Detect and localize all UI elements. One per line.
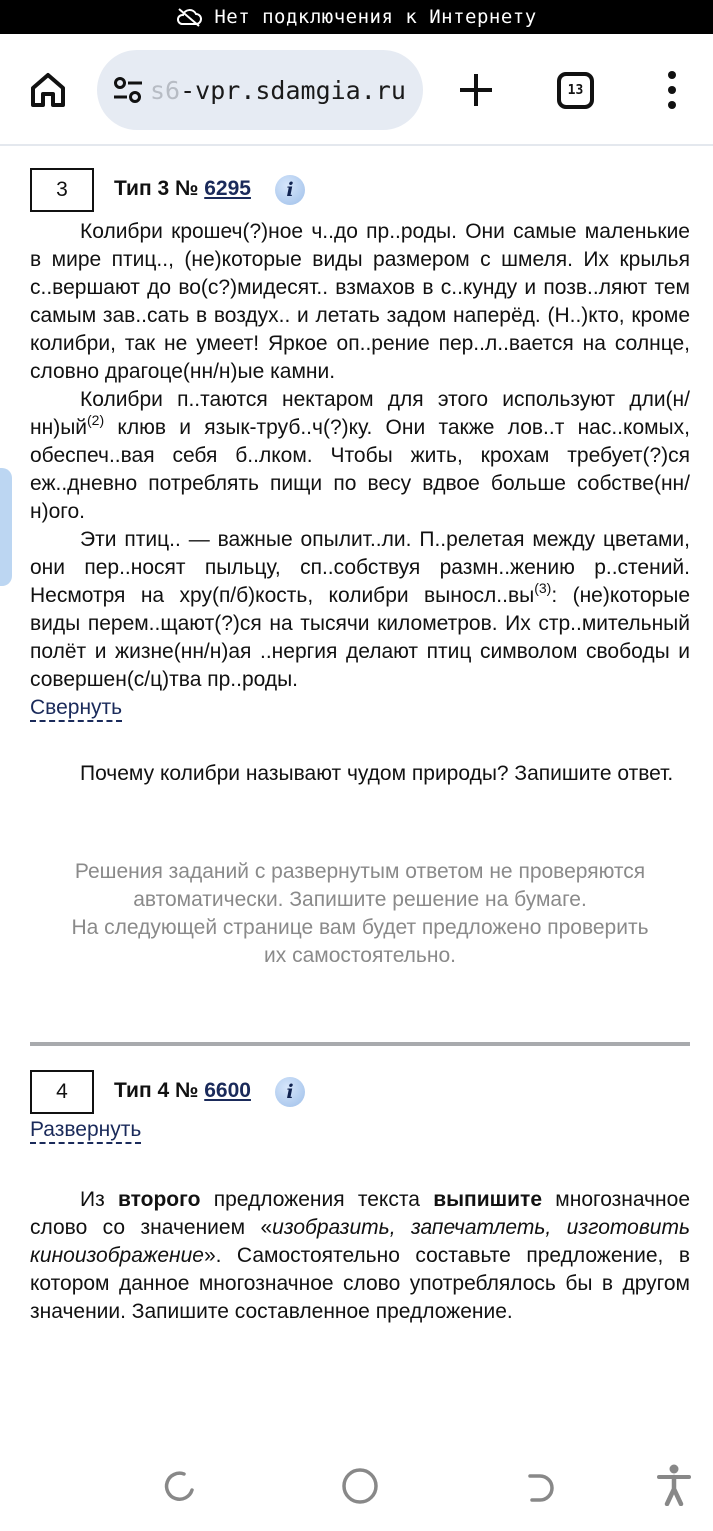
paragraph-part: Колибри п..таются нектаром для этого используют дли(н/нн)ый [30,388,690,439]
system-nav-bar [0,1442,713,1531]
note-line: На следующей странице вам будет предложено проверить их самостоятельно. [71,916,649,967]
task-number: 3 [56,178,68,201]
address-bar[interactable] [97,50,423,130]
task-number: 4 [56,1080,68,1103]
paragraph-part: : (не)которые виды перем..щают(?)ся на тысячи километров. Их стр..мительный полёт и жизне(нн/н)ая ..нергия делают птиц символом свободы и совершен(с/ц)тва пр..роды. [30,584,690,691]
info-glyph: i [286,179,294,201]
question-part: ». Самостоятельно составьте предложение, в котором данное многозначное слово употреблялось бы в другом значении. Запишите составленное предложение. [30,1244,690,1323]
auto-check-note [30,858,690,970]
task-question: Почему колибри называют чудом природы? Запишите ответ. [80,762,674,785]
question-part: Из [80,1188,119,1211]
task-number-box [30,1070,94,1114]
home-circle-icon[interactable] [340,1466,380,1506]
tune-icon[interactable] [112,75,144,105]
task-type: Тип 3 № [114,177,199,200]
task-title [114,1079,251,1103]
task-4-header [30,1070,690,1114]
recents-icon[interactable] [522,1468,558,1504]
info-icon[interactable] [275,175,305,205]
page-content [30,146,690,1326]
browser-toolbar [0,34,713,146]
status-text: Нет подключения к Интернету [214,6,537,28]
info-glyph: i [286,1081,294,1103]
tab-count: 13 [567,83,584,98]
edge-panel-handle[interactable] [0,468,12,586]
question-italic: изобразить, запечатлеть, изготовить киноизображение [30,1216,691,1267]
question-emphasis: второго [118,1188,201,1211]
task-number-box [30,168,94,212]
status-bar [0,0,713,34]
text-paragraph [30,386,690,526]
text-paragraph [30,526,690,694]
question-part: многозначное слово со значением « [30,1188,691,1239]
task-divider [30,1042,690,1046]
question-emphasis: выпишите [433,1188,543,1211]
task-3-header [30,168,690,212]
task-question [30,1186,690,1326]
collapse-link[interactable]: Свернуть [30,696,122,722]
task-3-text [30,218,690,694]
text-paragraph: Колибри крошеч(?)ное ч..до пр..роды. Они самые маленькие в мире птиц.., (не)которые виды размером с шмеля. Их крылья с..вершают до во(с?)мидесят.. взмахов в с..кунду и позв..ляют тем самым зав..сать в воздух.. и летать задом наперёд. (Н..)кто, кроме колибри, так не умеет! Яркое оп..рение пер..л..вается на солнце, словно драгоце(нн/н)ые камни. [30,220,690,383]
question-part: предложения текста [200,1188,434,1211]
plus-icon[interactable] [456,70,496,110]
more-vert-icon[interactable] [664,70,680,110]
home-icon[interactable] [28,70,68,110]
task-id-link[interactable]: 6295 [204,177,251,200]
info-icon[interactable] [275,1077,305,1107]
note-line: Решения заданий с развернутым ответом не проверяются автоматически. Запишите решение на бумаге. [74,860,646,911]
tab-switcher-icon[interactable] [557,72,594,109]
expand-link[interactable]: Развернуть [30,1118,141,1144]
task-title [114,177,251,201]
url-faded: s6 [150,75,181,105]
accessibility-icon[interactable] [656,1464,692,1506]
cloud-off-icon [176,7,202,27]
paragraph-part: Эти птиц.. — важные опылит..ли. П..релетая между цветами, они пер..носят пыльцу, сп..собствуя размн..жению р..стений. Несмотря на хру(п/б)кость, колибри выносл..вы [30,528,690,607]
back-gesture-icon[interactable] [162,1468,198,1504]
task-type: Тип 4 № [114,1079,199,1102]
paragraph-part: клюв и язык-труб..ч(?)ку. Они также лов..т нас..комых, обеспеч..вая себя б..лком. Чтобы жить, крохам требует(?)ся еж..дневно потреблять пищи по весу вдвое больше собстве(нн/н)ого. [30,416,690,523]
footnote-mark: (3) [534,580,552,596]
task-id-link[interactable]: 6600 [204,1079,251,1102]
url-text[interactable] [150,76,406,105]
url-main: -vpr.sdamgia.ru [180,75,406,105]
footnote-mark: (2) [87,412,105,428]
